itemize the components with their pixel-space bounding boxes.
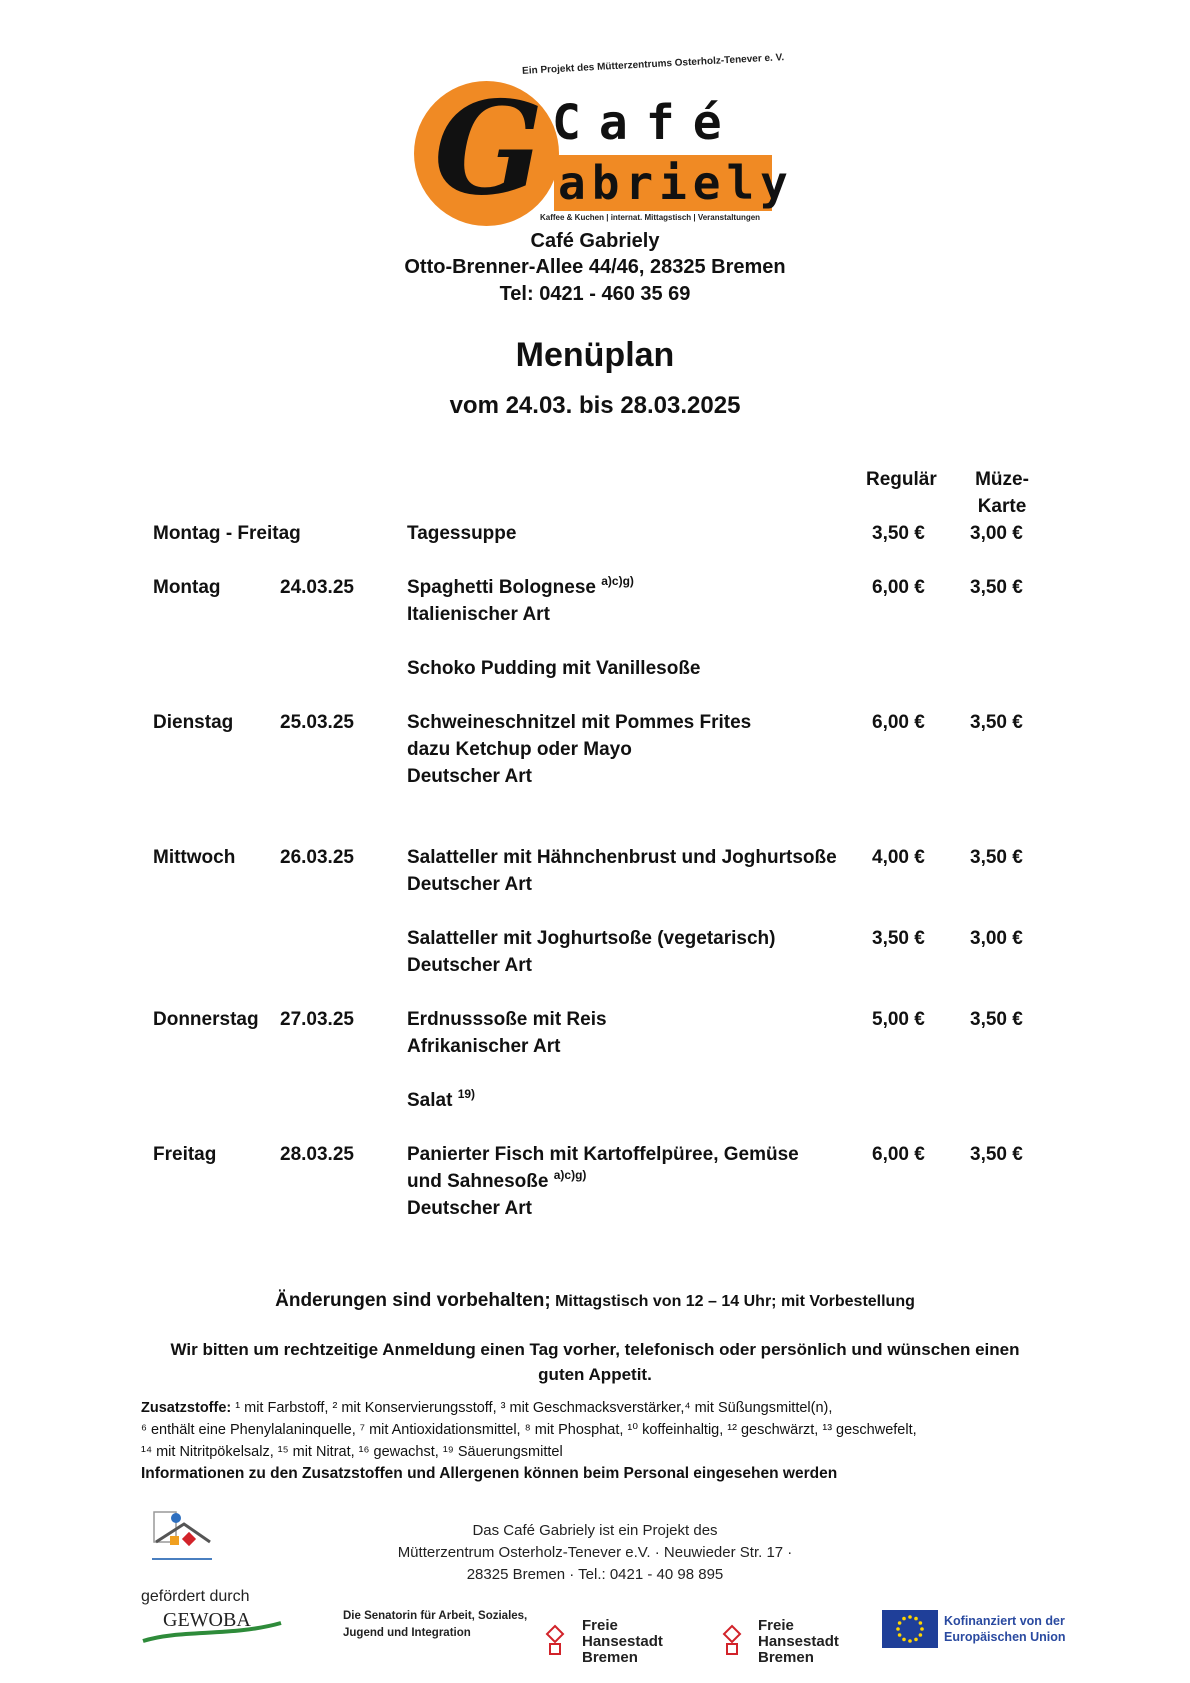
senatorin-line-1: Die Senatorin für Arbeit, Soziales, (343, 1610, 528, 1622)
eu-star (902, 1617, 906, 1621)
menu-date: 27.03.25 (280, 1009, 354, 1030)
menu-dish (407, 520, 847, 547)
additives-line-1: ¹ mit Farbstoff, ² mit Konservierungsstoff, ³ mit Geschmacksverstärker,⁴ mit Süßungsmittel(n), (231, 1400, 833, 1416)
gewoba-logo-text: GEWOBA (163, 1609, 251, 1631)
logo-letter-g: G (434, 74, 544, 224)
eu-star (902, 1638, 906, 1642)
menu-day: Freitag (153, 1144, 217, 1165)
eu-star (908, 1615, 912, 1619)
menu-dish-name: Panierter Fisch mit Kartoffelpüree, Gemüse und Sahnesoße (407, 1144, 799, 1192)
menu-day: Mittwoch (153, 847, 236, 868)
additives-line-2: ⁶ enthält eine Phenylalaninquelle, ⁷ mit Antioxidationsmittel, ⁸ mit Phosphat, ¹⁰ koffeinhaltig, ¹² geschwärzt, ¹³ geschwefelt, (141, 1422, 917, 1438)
eu-star (914, 1638, 918, 1642)
changes-notice (0, 1290, 1190, 1312)
additives-line-3: ¹⁴ mit Nitritpökelsalz, ¹⁵ mit Nitrat, ¹⁶ gewachst, ¹⁹ Säuerungsmittel (141, 1444, 563, 1460)
menu-price-regular: 6,00 € (872, 712, 925, 733)
allergen-marker: a)c)g) (553, 1168, 587, 1182)
logo-word-gabriely: abriely (554, 155, 772, 211)
menu-price-muze-karte: 3,50 € (970, 847, 1023, 868)
menu-dish-origin: Italienischer Art (407, 604, 550, 625)
bremen-coat-of-arms-icon (545, 1624, 565, 1661)
eu-star (919, 1621, 923, 1625)
menu-dish (407, 709, 847, 790)
funded-by-label: gefördert durch (141, 1588, 250, 1605)
freie-hansestadt-bremen-label-2: Freie Hansestadt Bremen (758, 1617, 839, 1666)
menu-dish (407, 925, 847, 979)
menu-dish (407, 844, 847, 898)
menu-price-muze-karte: 3,50 € (970, 1009, 1023, 1030)
footer-line-3: 28325 Bremen · Tel.: 0421 - 40 98 895 (466, 1566, 724, 1583)
eu-star (898, 1621, 902, 1625)
freie-hansestadt-bremen-label-1: Freie Hansestadt Bremen (582, 1617, 663, 1666)
column-header-regular: Regulär (866, 469, 937, 490)
senatorin-line-2: Jugend und Integration (343, 1627, 471, 1639)
menu-date: 25.03.25 (280, 712, 354, 733)
menu-price-muze-karte: 3,00 € (970, 928, 1023, 949)
menu-price-regular: 6,00 € (872, 577, 925, 598)
menu-dish (407, 1006, 847, 1060)
menu-day: Montag - Freitag (153, 523, 301, 544)
senatorin-label (343, 1608, 527, 1642)
logo-tagline: Ein Projekt des Mütterzentrums Osterholz-Tenever e. V. (521, 52, 785, 77)
eu-flag-icon (882, 1610, 938, 1648)
menu-dish-name: Erdnusssoße mit Reis Afrikanischer Art (407, 1009, 607, 1057)
allergen-info: Informationen zu den Zusatzstoffen und Allergenen können beim Personal eingesehen werden (141, 1465, 838, 1482)
menu-dish (407, 1087, 847, 1114)
eu-star (914, 1617, 918, 1621)
menu-dish-origin: Deutscher Art (407, 1198, 532, 1219)
menu-dish-name: Salatteller mit Hähnchenbrust und Joghurtsoße Deutscher Art (407, 847, 837, 895)
eu-star (896, 1627, 900, 1631)
additives-info (141, 1397, 1061, 1485)
menu-day: Montag (153, 577, 221, 598)
menu-price-muze-karte: 3,00 € (970, 523, 1023, 544)
eu-star (919, 1633, 923, 1637)
menu-date: 28.03.25 (280, 1144, 354, 1165)
bremen-coat-of-arms-icon-2 (722, 1624, 742, 1661)
menu-dish-name: Salat (407, 1090, 453, 1111)
menu-dish-name: Salatteller mit Joghurtsoße (vegetarisch) Deutscher Art (407, 928, 776, 976)
registration-request: Wir bitten um rechtzeitige Anmeldung einen Tag vorher, telefonisch oder persönlich und wünschen einen guten Appetit. (170, 1340, 1020, 1384)
logo-subline: Kaffee & Kuchen | internat. Mittagstisch | Veranstaltungen (540, 213, 761, 222)
menu-dish (407, 1141, 847, 1222)
allergen-marker: a)c)g) (601, 574, 634, 588)
additives-label: Zusatzstoffe: (141, 1400, 232, 1416)
logo-word-cafe: Café (552, 95, 740, 151)
menu-dish (407, 655, 847, 682)
menu-dish-name: Spaghetti Bolognese (407, 577, 596, 598)
footer-line-2: Mütterzentrum Osterholz-Tenever e.V. · Neuwieder Str. 17 · (397, 1544, 793, 1561)
footer-line-1: Das Café Gabriely ist ein Projekt des (472, 1522, 718, 1539)
menu-price-muze-karte: 3,50 € (970, 1144, 1023, 1165)
menu-price-regular: 4,00 € (872, 847, 925, 868)
eu-star (920, 1627, 924, 1631)
menu-dish-name: Schweineschnitzel mit Pommes Frites dazu Ketchup oder Mayo Deutscher Art (407, 712, 752, 787)
muetterzentrum-logo (148, 1508, 218, 1570)
changes-notice-detail: Mittagstisch von 12 – 14 Uhr; mit Vorbestellung (550, 1293, 915, 1310)
menu-day: Donnerstag (153, 1009, 259, 1030)
allergen-marker: 19) (457, 1087, 476, 1101)
menu-dish-name: Tagessuppe (407, 523, 517, 544)
cafe-street: Otto-Brenner-Allee 44/46, 28325 Bremen (404, 256, 786, 278)
cafe-phone: Tel: 0421 - 460 35 69 (499, 283, 691, 305)
menu-dish-name: Schoko Pudding mit Vanillesoße (407, 658, 701, 679)
changes-notice-main: Änderungen sind vorbehalten; (275, 1290, 551, 1311)
cafe-gabriely-logo (412, 52, 794, 230)
eu-star (908, 1639, 912, 1643)
menu-price-muze-karte: 3,50 € (970, 577, 1023, 598)
menu-dish (407, 574, 847, 628)
page-title: Menüplan (515, 336, 675, 374)
menu-date: 26.03.25 (280, 847, 354, 868)
eu-cofunding-logo (882, 1610, 1080, 1648)
cafe-name: Café Gabriely (530, 230, 660, 252)
menu-price-regular: 3,50 € (872, 523, 925, 544)
column-header-muze-karte: Müze- Karte (975, 469, 1029, 517)
menu-price-regular: 3,50 € (872, 928, 925, 949)
eu-star (898, 1633, 902, 1637)
menu-price-muze-karte: 3,50 € (970, 712, 1023, 733)
page-subtitle: vom 24.03. bis 28.03.2025 (449, 392, 741, 419)
eu-cofunding-text: Kofinanziert von der Europäischen Union (944, 1614, 1066, 1644)
gewoba-logo (141, 1607, 286, 1647)
menu-price-regular: 6,00 € (872, 1144, 925, 1165)
menu-day: Dienstag (153, 712, 234, 733)
menu-date: 24.03.25 (280, 577, 354, 598)
menu-price-regular: 5,00 € (872, 1009, 925, 1030)
